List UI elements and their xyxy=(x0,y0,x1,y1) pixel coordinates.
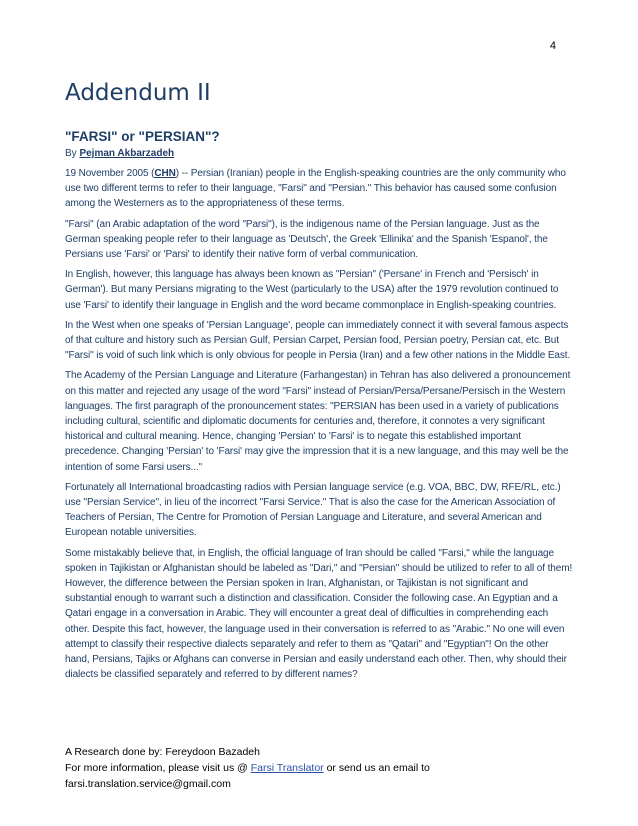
author-link[interactable]: Pejman Akbarzadeh xyxy=(79,148,175,159)
footer-research-credit: A Research done by: Fereydoon Bazadeh xyxy=(65,746,260,758)
article xyxy=(65,129,575,688)
byline xyxy=(65,148,575,159)
paragraph-2: "Farsi" (an Arabic adaptation of the word "Parsi"), is the indigenous name of the Persian language. Just as the German speaking people refer to their language as 'Deutsch', the Greek 'Ellinika' and the Spanish 'Espanol', the Persians use 'Farsi' or 'Parsi' to identify their native form of verbal communication. xyxy=(65,218,548,261)
addendum-heading: Addendum II xyxy=(65,80,211,106)
footer-email: farsi.translation.service@gmail.com xyxy=(65,778,231,790)
page-number: 4 xyxy=(549,40,556,52)
footer xyxy=(65,744,430,792)
footer-info-suffix: or send us an email to xyxy=(323,762,430,774)
paragraph-5: The Academy of the Persian Language and Literature (Farhangestan) in Tehran has also delivered a pronouncement on this matter and rejected any usage of the word "Farsi" instead of Persian/Persa/Persane/Persisch in the Western languages. The first paragraph of the pronouncement states: "PERSIAN has been used in a variety of publications including cultural, scientific and diplomatic documents for centuries and, therefore, it connotes a very significant historical and cultural meaning. Hence, changing 'Persian' to 'Farsi' is to negate this established important precedence. Changing 'Persian' to 'Farsi' may give the impression that it is a new language, and this may well be the intention of some Farsi users..." xyxy=(65,370,571,473)
footer-info-line xyxy=(65,760,430,776)
paragraph-3: In English, however, this language has always been known as "Persian" ('Persane' in French and 'Persisch' in German'). But many Persians migrating to the West (particularly to the USA) after the 1979 revolution continued to use 'Farsi' to identify their language in English and the word became commonplace in English-speaking countries. xyxy=(65,269,559,311)
source-link[interactable]: CHN xyxy=(154,168,176,179)
byline-prefix: By xyxy=(65,148,80,159)
paragraph-1-text: ) -- Persian (Iranian) people in the English-speaking countries are the only community who use two different terms to refer to their language, "Farsi" and "Persian." This behavior has caused some confusion among the Westerners as to the appropriateness of these terms. xyxy=(65,168,566,210)
paragraph-7: Some mistakably believe that, in English, the official language of Iran should be called "Farsi," while the language spoken in Tajikistan or Afghanistan should be labeled as "Dari," and "Persian" should be utilized to refer to all of them! However, the difference between the Persian spoken in Iran, Afghanistan, or Tajikistan is not significant and substantial enough to warrant such a distinction and classification. Consider the following case. An Egyptian and a Qatari engage in a conversation in Arabic. They will encounter a great deal of difficulties in comprehending each other. Despite this fact, however, the language used in their conversation is referred to as "Arabic." No one will even attempt to classify their respective dialects separately and refer to them as "Qatari" and "Egyptian"! On the other hand, Persians, Tajiks or Afghans can converse in Persian and easily understand each other. Then, why should their dialects be classified separately and referred to by different names? xyxy=(65,547,573,681)
paragraph-1 xyxy=(65,166,575,212)
paragraph-4: In the West when one speaks of 'Persian Language', people can immediately connect it with several famous aspects of that culture and history such as Persian Gulf, Persian Carpet, Persian food, Persian poetry, Persian cat, etc. But "Farsi" is void of such link which is only obvious for people in Persia (Iran) and a few other nations in the Middle East. xyxy=(65,319,571,362)
footer-info-prefix: For more information, please visit us @ xyxy=(65,762,251,774)
paragraph-6: Fortunately all International broadcasting radios with Persian language service (e.g. VOA, BBC, DW, RFE/RL, etc.) use "Persian Service", in lieu of the incorrect "Farsi Service." That is also the case for the American Association of Teachers of Persian, The Centre for Promotion of Persian Language and Literature, and several American and European notable universities. xyxy=(65,481,561,539)
farsi-translator-link[interactable]: Farsi Translator xyxy=(250,762,324,774)
article-title: "FARSI" or "PERSIAN"? xyxy=(65,129,220,144)
article-date: 19 November 2005 ( xyxy=(65,168,155,179)
